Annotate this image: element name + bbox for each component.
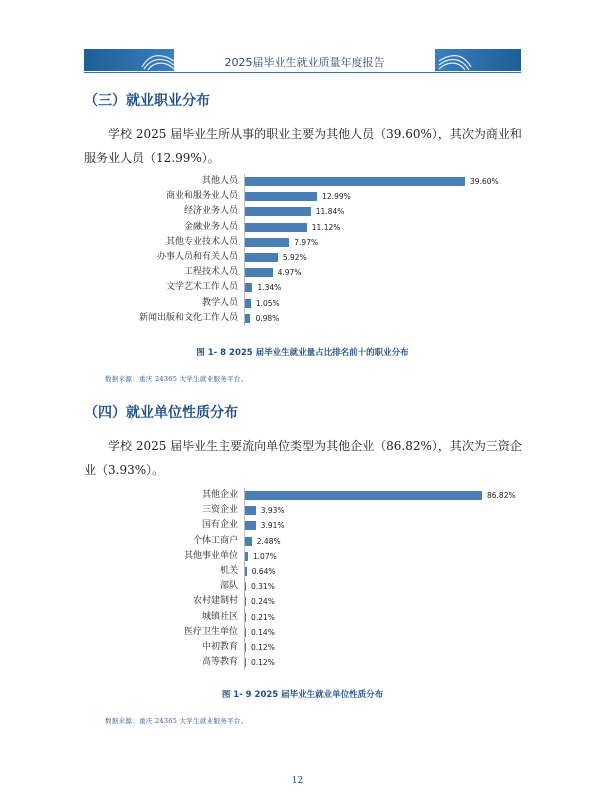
category-label: 其他专业技术人员 bbox=[165, 236, 238, 247]
chart-row bbox=[84, 655, 524, 670]
category-label: 文学艺术工作人员 bbox=[165, 282, 238, 293]
value-label: 0.12% bbox=[251, 658, 275, 668]
bar bbox=[245, 207, 311, 216]
value-label: 0.31% bbox=[251, 582, 275, 592]
category-label: 三资企业 bbox=[201, 505, 238, 516]
paragraph-employer-type: 学校 2025 届毕业生主要流向单位类型为其他企业（86.82%），其次为三资企业（3.93%）。 bbox=[84, 439, 522, 477]
bar bbox=[245, 192, 317, 201]
value-label: 12.99% bbox=[322, 192, 351, 202]
chart-row bbox=[84, 235, 524, 250]
chart-row bbox=[84, 265, 524, 280]
chart-row bbox=[84, 503, 524, 518]
header-swirl-left-icon bbox=[140, 49, 176, 71]
value-label: 39.60% bbox=[470, 177, 499, 186]
value-label: 4.97% bbox=[277, 268, 302, 278]
bar bbox=[245, 643, 246, 652]
value-label: 86.82% bbox=[487, 491, 516, 500]
chart-row bbox=[84, 518, 524, 533]
category-label: 农村建制村 bbox=[192, 596, 238, 607]
value-label: 0.12% bbox=[251, 643, 275, 652]
chart-row bbox=[84, 189, 524, 204]
category-label: 其他事业单位 bbox=[183, 550, 238, 561]
value-label: 1.05% bbox=[255, 298, 280, 308]
paragraph-occupation: 学校 2025 届毕业生所从事的职业主要为其他人员（39.60%），其次为商业和服务业人员（12.99%）。 bbox=[84, 127, 522, 165]
category-label: 金融业务人员 bbox=[183, 221, 238, 232]
category-label: 城镇社区 bbox=[201, 611, 238, 622]
chart-row bbox=[84, 220, 524, 235]
bar bbox=[245, 658, 246, 667]
value-label: 1.07% bbox=[252, 551, 277, 561]
bar bbox=[245, 491, 482, 500]
chart-row bbox=[84, 280, 524, 295]
value-label: 2.48% bbox=[256, 536, 281, 546]
chart-row bbox=[84, 625, 524, 640]
bar bbox=[245, 253, 278, 262]
section-title-occupation: （三）就业职业分布 bbox=[84, 93, 210, 109]
bar bbox=[245, 628, 246, 637]
category-label: 工程技术人员 bbox=[183, 267, 238, 278]
chart-row bbox=[84, 174, 524, 189]
bar bbox=[245, 314, 250, 323]
value-label: 0.24% bbox=[251, 597, 275, 607]
chart-row bbox=[84, 549, 524, 564]
data-source-2: 数据来源：重庆 24365 大学生就业服务平台。 bbox=[105, 717, 248, 725]
bar bbox=[245, 613, 246, 622]
value-label: 0.14% bbox=[251, 627, 275, 637]
chart-row bbox=[84, 296, 524, 311]
bar bbox=[245, 506, 256, 515]
chart-row bbox=[84, 640, 524, 655]
bar bbox=[245, 177, 465, 186]
chart-row bbox=[84, 488, 524, 503]
page-number: 12 bbox=[291, 776, 304, 786]
value-label: 7.97% bbox=[294, 237, 319, 247]
category-label: 医疗卫生单位 bbox=[183, 626, 238, 637]
category-label: 部队 bbox=[219, 581, 238, 592]
chart-row bbox=[84, 579, 524, 594]
category-label: 机关 bbox=[219, 566, 238, 576]
bar bbox=[245, 597, 246, 606]
category-label: 个体工商户 bbox=[192, 535, 238, 546]
bar bbox=[245, 283, 252, 292]
category-label: 其他企业 bbox=[201, 490, 238, 500]
section-title-employer-type: （四）就业单位性质分布 bbox=[84, 405, 238, 421]
chart-row bbox=[84, 204, 524, 219]
chart-row bbox=[84, 564, 524, 579]
value-label: 5.92% bbox=[282, 253, 307, 262]
bar bbox=[245, 521, 256, 530]
employer-type-bar-chart bbox=[84, 488, 524, 673]
value-label: 1.34% bbox=[257, 283, 282, 293]
bar bbox=[245, 537, 252, 546]
value-label: 0.64% bbox=[251, 567, 276, 576]
category-label: 教学人员 bbox=[201, 297, 238, 308]
chart-row bbox=[84, 250, 524, 265]
header-swirl-right-icon bbox=[437, 49, 473, 71]
figure-caption-1-9: 图 1- 9 2025 届毕业生就业单位性质分布 bbox=[221, 690, 384, 700]
chart-row bbox=[84, 594, 524, 609]
header-title: 2025届毕业生就业质量年度报告 bbox=[224, 56, 385, 69]
value-label: 11.84% bbox=[315, 207, 345, 217]
chart-row bbox=[84, 311, 524, 326]
value-label: 3.93% bbox=[260, 506, 285, 516]
occupation-bar-chart bbox=[84, 174, 524, 330]
value-label: 3.91% bbox=[260, 521, 285, 531]
category-label: 国有企业 bbox=[201, 520, 238, 531]
bar bbox=[245, 582, 246, 591]
category-label: 中初教育 bbox=[201, 642, 238, 652]
bar bbox=[245, 567, 247, 576]
value-label: 0.21% bbox=[251, 612, 275, 622]
value-label: 0.98% bbox=[255, 313, 280, 323]
figure-caption-1-8: 图 1- 8 2025 届毕业生就业量占比排名前十的职业分布 bbox=[196, 348, 409, 358]
category-label: 办事人员和有关人员 bbox=[156, 252, 238, 262]
category-label: 商业和服务业人员 bbox=[165, 191, 238, 202]
chart-row bbox=[84, 534, 524, 549]
bar bbox=[245, 552, 248, 561]
category-label: 经济业务人员 bbox=[183, 206, 238, 217]
value-label: 11.12% bbox=[311, 222, 341, 232]
chart-row bbox=[84, 610, 524, 625]
category-label: 新闻出版和文化工作人员 bbox=[138, 312, 238, 323]
data-source-1: 数据来源：重庆 24365 大学生就业服务平台。 bbox=[105, 375, 248, 383]
header-rule bbox=[84, 72, 521, 73]
bar bbox=[245, 223, 307, 232]
category-label: 高等教育 bbox=[201, 657, 238, 668]
category-label: 其他人员 bbox=[201, 176, 238, 186]
bar bbox=[245, 299, 251, 308]
bar bbox=[245, 268, 273, 277]
bar bbox=[245, 238, 289, 247]
